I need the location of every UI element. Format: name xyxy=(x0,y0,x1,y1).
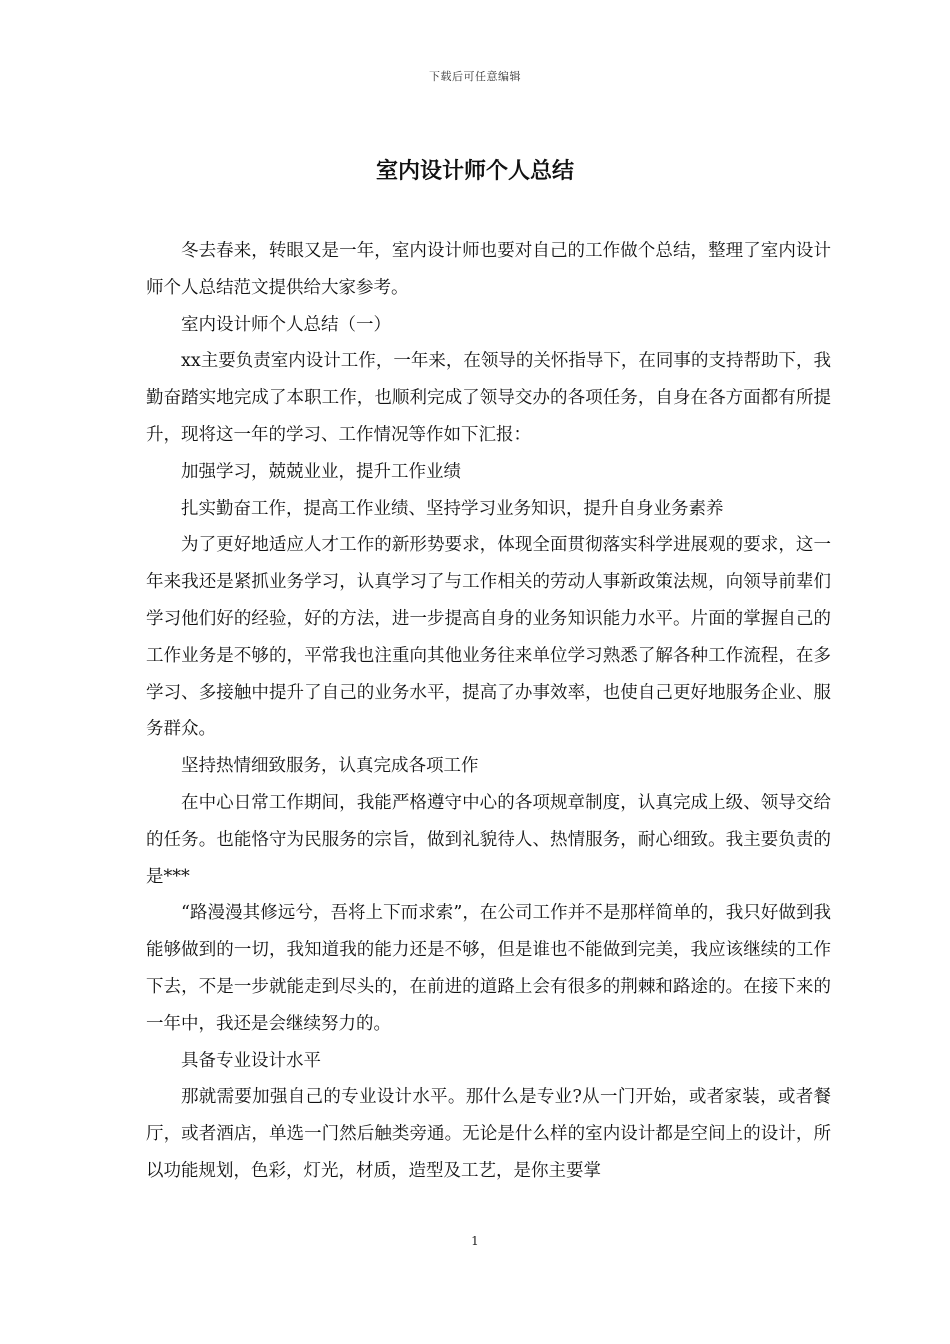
paragraph-learning-details: 为了更好地适应人才工作的新形势要求，体现全面贯彻落实科学进展观的要求，这一年来我还是紧抓业务学习，认真学习了与工作相关的劳动人事新政策法规，向领导前辈们学习他们好的经验，好的方法，进一步提高自身的业务知识能力水平。片面的掌握自己的工作业务是不够的，平常我也注重向其他业务往来单位学习熟悉了解各种工作流程，在多学习、多接触中提升了自己的业务水平，提高了办事效率，也使自己更好地服务企业、服务群众。 xyxy=(146,535,831,740)
paragraph-overview: xx主要负责室内设计工作，一年来，在领导的关怀指导下，在同事的支持帮助下，我勤奋踏实地完成了本职工作，也顺利完成了领导交办的各项任务，自身在各方面都有所提升，现将这一年的学习、工作情况等作如下汇报： xyxy=(146,351,831,445)
subheading-attentive-service: 坚持热情细致服务，认真完成各项工作 xyxy=(181,756,479,777)
subheading-professional-design: 具备专业设计水平 xyxy=(181,1050,321,1071)
page-title: 室内设计师个人总结 xyxy=(375,158,574,184)
header-note: 下载后可任意编辑 xyxy=(429,70,521,83)
document-body xyxy=(146,233,831,1190)
paragraph-intro: 冬去春来，转眼又是一年，室内设计师也要对自己的工作做个总结，整理了室内设计师个人总结范文提供给大家参考。 xyxy=(146,241,831,298)
subheading-diligent-work: 扎实勤奋工作，提高工作业绩、坚持学习业务知识，提升自身业务素养 xyxy=(181,498,724,519)
page-number: 1 xyxy=(471,1234,479,1248)
subheading-strengthen-learning: 加强学习，兢兢业业，提升工作业绩 xyxy=(181,461,461,482)
paragraph-quote-effort: “路漫漫其修远兮，吾将上下而求索”，在公司工作并不是那样简单的，我只好做到我能够做到的一切，我知道我的能力还是不够，但是谁也不能做到完美，我应该继续的工作下去，不是一步就能走到尽头的，在前进的道路上会有很多的荆棘和路途的。在接下来的一年中，我还是会继续努力的。 xyxy=(146,903,831,1034)
paragraph-daily-work: 在中心日常工作期间，我能严格遵守中心的各项规章制度，认真完成上级、领导交给的任务。也能恪守为民服务的宗旨，做到礼貌待人、热情服务，耐心细致。我主要负责的是*** xyxy=(146,792,831,887)
section-heading-summary-one: 室内设计师个人总结（一） xyxy=(181,314,391,335)
paragraph-professional-design: 那就需要加强自己的专业设计水平。那什么是专业?从一门开始，或者家装，或者餐厅，或者酒店，单选一门然后触类旁通。无论是什么样的室内设计都是空间上的设计，所以功能规划，色彩，灯光，材质，造型及工艺，是你主要掌 xyxy=(146,1087,831,1181)
